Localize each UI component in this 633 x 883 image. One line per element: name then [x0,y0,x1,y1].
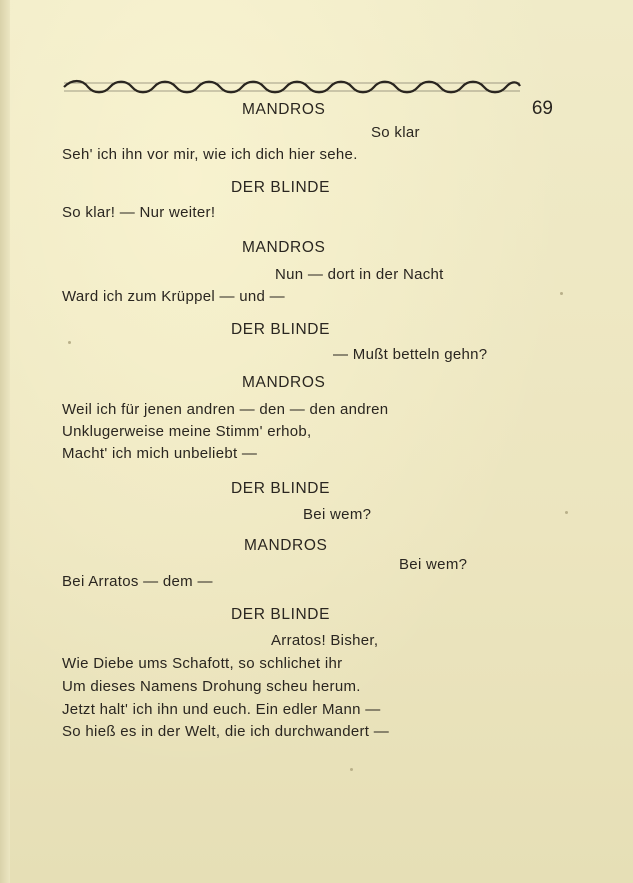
speaker-name: DER BLINDE [231,321,331,338]
ornamental-header-border [62,78,522,94]
speaker-name: MANDROS [242,239,326,256]
verse-line: Unklugerweise meine Stimm' erhob, [62,423,312,440]
verse-line: So hieß es in der Welt, die ich durchwandert — [62,723,390,740]
speaker-name: DER BLINDE [231,606,331,623]
verse-line: Arratos! Bisher, [271,632,379,649]
speaker-name: MANDROS [242,101,326,118]
verse-line: Bei wem? [303,506,372,523]
verse-line: Wie Diebe ums Schafott, so schlichet ihr [62,655,343,672]
paper-speck [560,292,563,295]
verse-line: Jetzt halt' ich ihn und euch. Ein edler Mann — [62,701,381,718]
verse-line: Ward ich zum Krüppel — und — [62,288,285,305]
verse-line: Nun — dort in der Nacht [275,266,444,283]
paper-speck [565,511,568,514]
verse-line: So klar [371,124,420,141]
speaker-name: MANDROS [242,374,326,391]
verse-line: Bei wem? [399,556,468,573]
page-number: 69 [531,98,553,119]
verse-line: Macht' ich mich unbeliebt — [62,445,258,462]
verse-line: So klar! — Nur weiter! [62,204,216,221]
speaker-name: DER BLINDE [231,480,331,497]
paper-speck [350,768,353,771]
speaker-name: DER BLINDE [231,179,331,196]
speaker-name: MANDROS [244,537,328,554]
verse-line: — Mußt betteln gehn? [333,346,488,363]
page-edge [0,0,10,883]
verse-line: Um dieses Namens Drohung scheu herum. [62,678,361,695]
verse-line: Weil ich für jenen andren — den — den andren [62,401,389,418]
verse-line: Bei Arratos — dem — [62,573,213,590]
paper-speck [68,341,71,344]
verse-line: Seh' ich ihn vor mir, wie ich dich hier sehe. [62,146,358,163]
